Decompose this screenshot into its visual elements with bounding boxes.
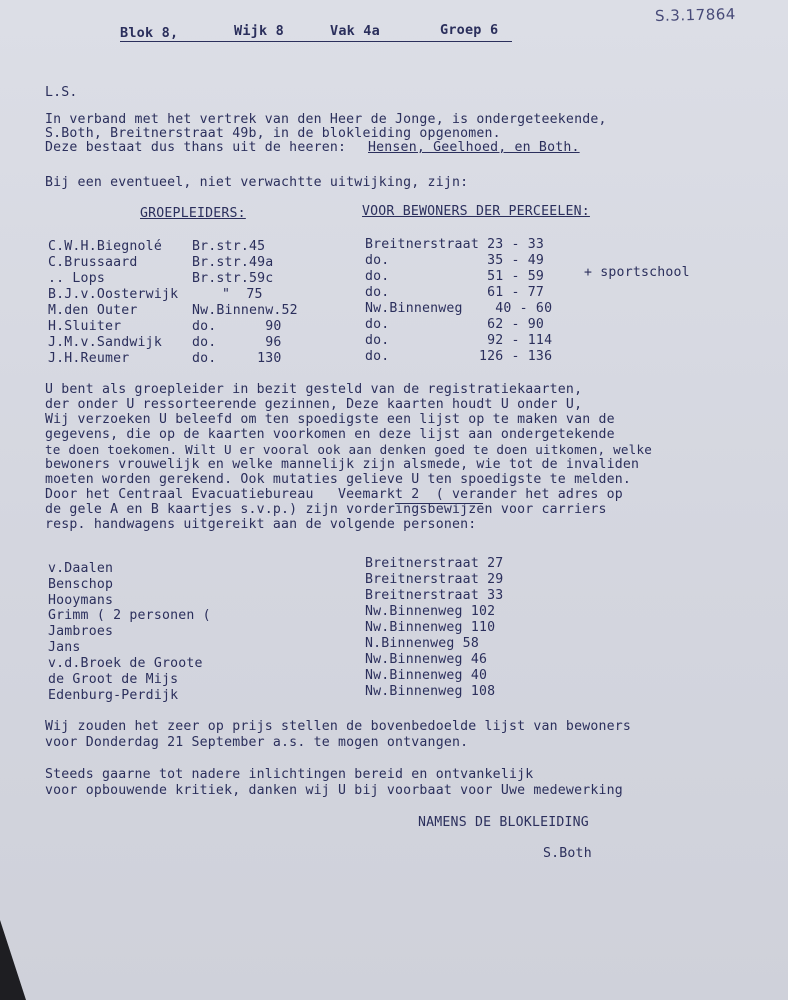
header-vak: Vak 4a <box>330 23 380 39</box>
scan-corner-shadow <box>0 920 26 1000</box>
closing-line: Steeds gaarne tot nadere inlichtingen bereid en ontvankelijk <box>45 767 534 782</box>
person-name: de Groot de Mijs <box>48 672 179 687</box>
body-line: te doen toekomen. Wilt U er vooral ook aan denken goed te doen uitkomen, welke <box>45 442 653 457</box>
intro-names: Hensen, Geelhoed, en Both. <box>368 140 580 155</box>
leader-area: do. 126 - 136 <box>365 349 553 364</box>
leader-addr: Br.str.45 <box>192 239 266 254</box>
leader-name: C.Brussaard <box>48 255 138 270</box>
leader-name: J.M.v.Sandwijk <box>48 335 162 350</box>
person-addr: Breitnerstraat 27 <box>365 556 504 571</box>
leader-addr: Br.str.49a <box>192 255 274 270</box>
person-addr: Nw.Binnenweg 102 <box>365 604 496 619</box>
leader-area: do. 92 - 114 <box>365 333 553 348</box>
header-blok: Blok 8, <box>120 25 179 41</box>
leader-area: do. 62 - 90 <box>365 317 545 332</box>
leader-name: J.H.Reumer <box>48 351 130 366</box>
person-addr: Breitnerstraat 29 <box>365 572 504 587</box>
header-groep: Groep 6 <box>440 22 499 38</box>
person-name: Benschop <box>48 577 114 592</box>
body-line: der onder U ressorteerende gezinnen, Deze kaarten houdt U onder U, <box>45 397 583 412</box>
body-line: resp. handwagens uitgereikt aan de volgende personen: <box>45 517 477 532</box>
person-name: Jambroes <box>48 624 114 639</box>
body-line: moeten worden gerekend. Ook mutaties gelieve U ten spoedigste te melden. <box>45 472 632 487</box>
closing-line: voor opbouwende kritiek, danken wij U bij voorbaat voor Uwe medewerking <box>45 783 623 798</box>
leader-name: C.W.H.Biegnolé <box>48 239 162 254</box>
intro-line: Deze bestaat dus thans uit de heeren: <box>45 140 355 155</box>
salutation: L.S. <box>45 85 78 100</box>
person-addr: N.Binnenweg 58 <box>365 636 479 651</box>
person-name: Edenburg-Perdijk <box>48 688 179 703</box>
intro-line: S.Both, Breitnerstraat 49b, in de blokleiding opgenomen. <box>45 126 501 141</box>
signature-name: S.Both <box>543 846 592 861</box>
person-name: Jans <box>48 640 81 655</box>
leader-addr: do. 96 <box>192 335 282 350</box>
person-name: v.d.Broek de Groote <box>48 656 203 671</box>
person-addr: Nw.Binnenweg 108 <box>365 684 496 699</box>
person-addr: Breitnerstraat 33 <box>365 588 504 603</box>
signature-namens: NAMENS DE BLOKLEIDING <box>418 815 589 830</box>
leader-addr: " 75 <box>222 287 263 302</box>
leader-name: H.Sluiter <box>48 319 122 334</box>
request-line: voor Donderdag 21 September a.s. te mogen ontvangen. <box>45 735 469 750</box>
header-underline <box>120 41 512 42</box>
person-addr: Nw.Binnenweg 110 <box>365 620 496 635</box>
body-line: Wij verzoeken U beleefd om ten spoedigste een lijst op te maken van de <box>45 412 615 427</box>
col-heading-residents: VOOR BEWONERS DER PERCEELEN: <box>362 204 590 219</box>
person-name: Grimm ( 2 personen ( <box>48 608 211 623</box>
intro-line: In verband met het vertrek van den Heer de Jonge, is ondergeteekende, <box>45 112 607 127</box>
leader-name: B.J.v.Oosterwijk <box>48 287 179 302</box>
col-heading-leaders: GROEPLEIDERS: <box>140 206 246 221</box>
person-addr: Nw.Binnenweg 40 <box>365 668 488 683</box>
leader-addr: do. 90 <box>192 319 282 334</box>
request-line: Wij zouden het zeer op prijs stellen de bovenbedoelde lijst van bewoners <box>45 719 632 734</box>
leader-area: do. 51 - 59 <box>365 269 545 284</box>
person-name: Hooymans <box>48 593 114 608</box>
leader-addr: Br.str.59c <box>192 271 274 286</box>
body-line: de gele A en B kaartjes s.v.p.) zijn vorderingsbewijzen voor carriers <box>45 502 607 517</box>
body-line: Door het Centraal Evacuatiebureau Veemarkt 2 ( verander het adres op <box>45 487 623 502</box>
leader-name: .. Lops <box>48 271 105 286</box>
body-line: bewoners vrouwelijk en welke mannelijk zijn alsmede, wie tot de invaliden <box>45 457 640 472</box>
archive-number: S.3.17864 <box>654 4 737 26</box>
person-name: v.Daalen <box>48 561 114 576</box>
leader-area: Nw.Binnenweg 40 - 60 <box>365 301 553 316</box>
leader-area: Breitnerstraat 23 - 33 <box>365 237 545 252</box>
leader-area: do. 35 - 49 <box>365 253 545 268</box>
header-wijk: Wijk 8 <box>234 23 284 39</box>
leader-area: do. 61 - 77 <box>365 285 545 300</box>
body-line: U bent als groepleider in bezit gesteld van de registratiekaarten, <box>45 382 583 397</box>
leader-extra: + sportschool <box>584 265 690 280</box>
body-line: gegevens, die op de kaarten voorkomen en deze lijst aan ondergetekende <box>45 427 615 442</box>
leader-addr: Nw.Binnenw.52 <box>192 303 298 318</box>
leader-addr: do. 130 <box>192 351 282 366</box>
lead-line: Bij een eventueel, niet verwachtte uitwijking, zijn: <box>45 175 469 190</box>
leader-name: M.den Outer <box>48 303 138 318</box>
person-addr: Nw.Binnenweg 46 <box>365 652 488 667</box>
